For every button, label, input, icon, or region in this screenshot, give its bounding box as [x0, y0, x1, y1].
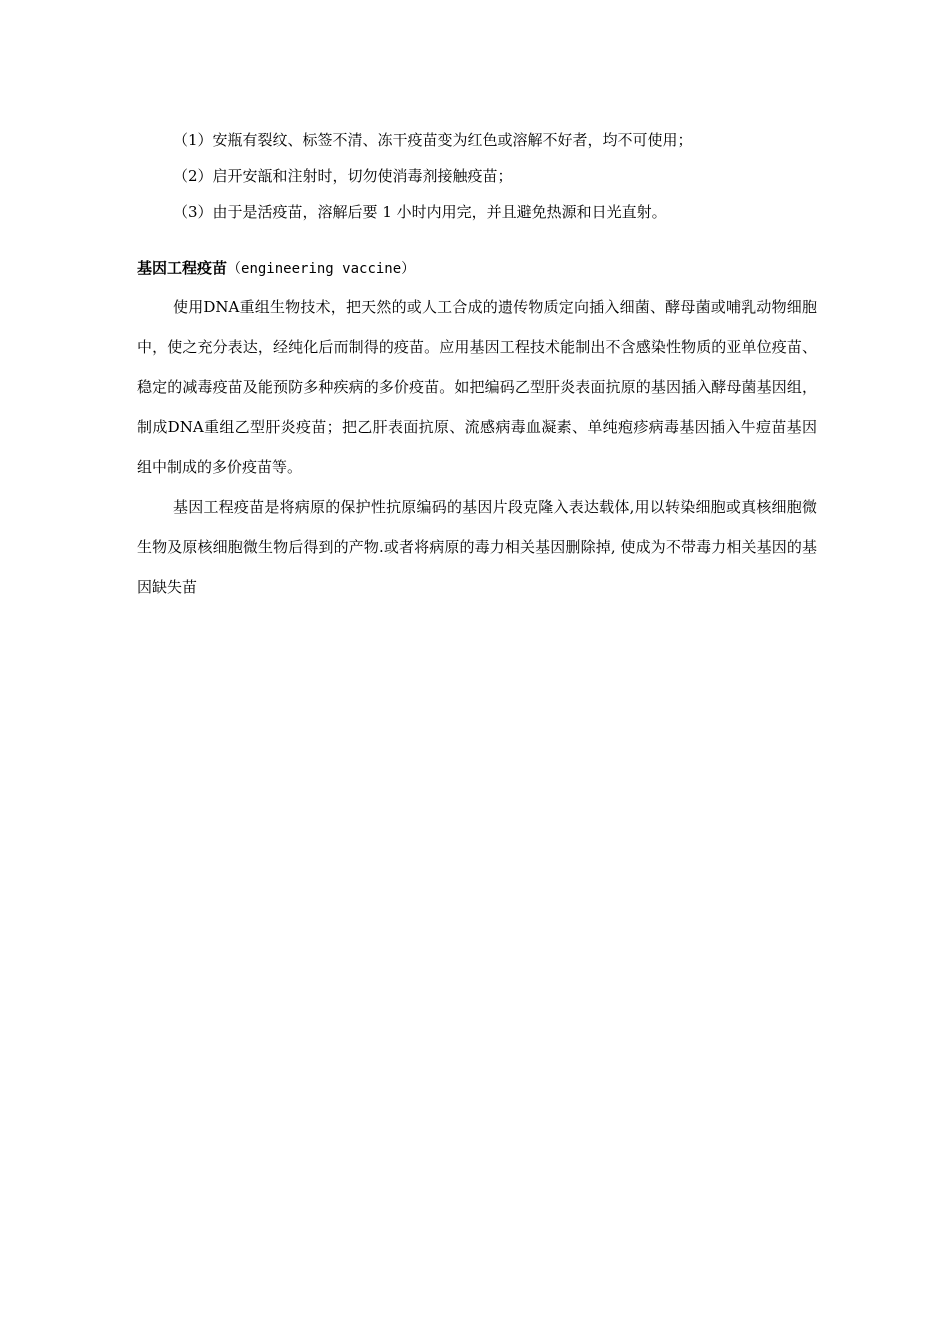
document-body: [137, 122, 817, 607]
paragraph-2: 基因工程疫苗是将病原的保护性抗原编码的基因片段克隆入表达载体,用以转染细胞或真核细胞微生物及原核细胞微生物后得到的产物.或者将病原的毒力相关基因删除掉, 使成为不带毒力相关基因的基因缺失苗: [137, 498, 817, 596]
precaution-item-1: （1）安瓶有裂纹、标签不清、冻干疫苗变为红色或溶解不好者，均不可使用；: [173, 131, 693, 149]
precaution-item-3: （3）由于是活疫苗，溶解后要 1 小时内用完，并且避免热源和日光直射。: [173, 203, 667, 221]
section-heading-en: （engineering vaccine）: [227, 261, 416, 277]
section-heading: [137, 250, 817, 287]
section-heading-zh: 基因工程疫苗: [137, 259, 228, 277]
precaution-item-2: （2）启开安瓿和注射时，切勿使消毒剂接触疫苗；: [173, 167, 513, 185]
paragraph-1: 使用DNA重组生物技术，把天然的或人工合成的遗传物质定向插入细菌、酵母菌或哺乳动物细胞中，使之充分表达，经纯化后而制得的疫苗。应用基因工程技术能制出不含感染性物质的亚单位疫苗、稳定的减毒疫苗及能预防多种疾病的多价疫苗。如把编码乙型肝炎表面抗原的基因插入酵母菌基因组，制成DNA重组乙型肝炎疫苗；把乙肝表面抗原、流感病毒血凝素、单纯疱疹病毒基因插入牛痘苗基因组中制成的多价疫苗等。: [137, 298, 817, 476]
